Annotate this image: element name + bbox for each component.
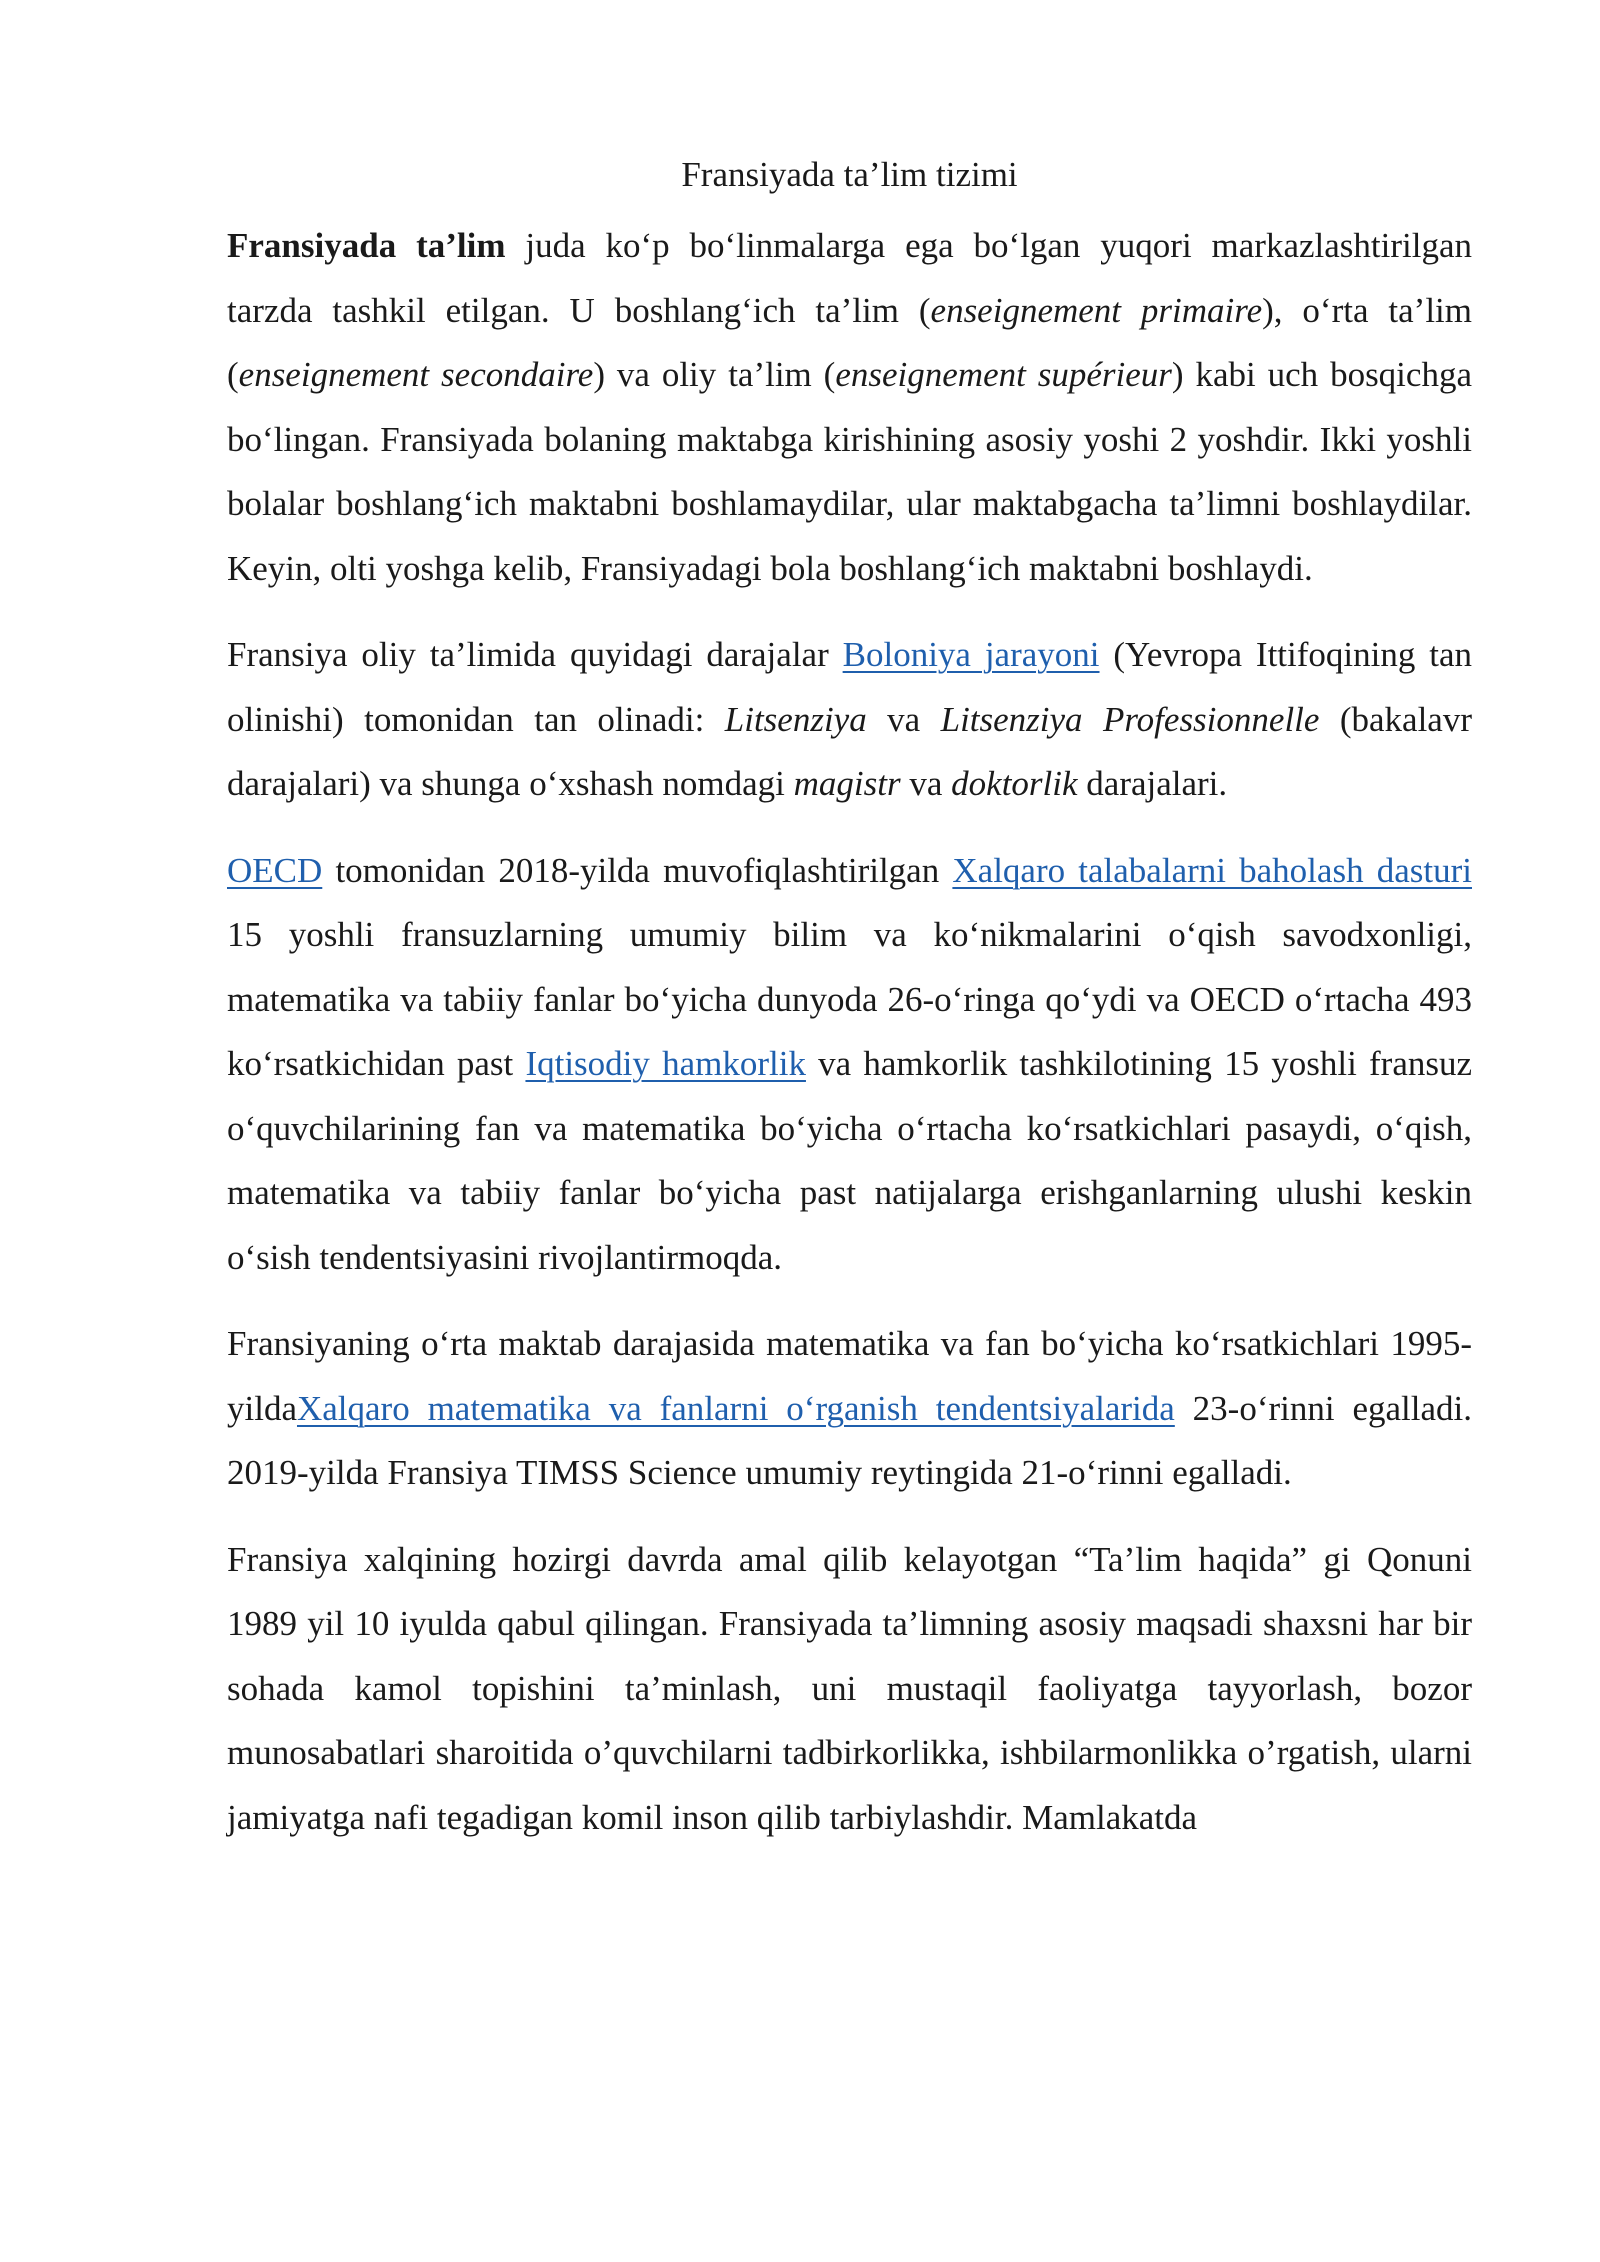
link-bologna-process[interactable]: Boloniya jarayoni: [842, 635, 1100, 674]
text-run: (bakalavr darajalari) va shunga o‘xshash nomdagi: [227, 699, 1472, 803]
text-run: (Yevropa Ittifoqining tan olinishi) tomonidan tan olinadi:: [227, 635, 1472, 739]
text-run: Fransiya xalqining hozirgi davrda amal qilib kelayotgan “Ta’lim haqida” gi Qonuni 1989 yil 10 iyulda qabul qilingan. Fransiyada ta’limning asosiy maqsadi shaxsni har bir sohada kamol topishini ta’minlash, uni mustaqil faoliyatga tayyorlash, bozor munosabatlari sharoitida o’quvchilarni tadbirkorlikka, ishbilarmonlikka o’rgatish, ularni jamiyatga nafi tegadigan komil inson qilib tarbiylashdir. Mamlakatda: [227, 1539, 1472, 1837]
document-title: Fransiyada ta’lim tizimi: [681, 155, 1018, 194]
paragraph-pisa-results: [227, 839, 1472, 1291]
italic-term: enseignement secondaire: [238, 355, 594, 394]
text-run: ) va oliy ta’lim (: [593, 355, 836, 394]
text-run: ), o‘rta ta’lim (: [227, 290, 1472, 394]
text-run: 23-o‘rinni egalladi. 2019-yilda Fransiya TIMSS Science umumiy reytingida 21-o‘rinni egalladi.: [227, 1388, 1472, 1492]
document-page: [227, 150, 1472, 1872]
text-run: va: [866, 699, 941, 739]
text-run: va: [900, 764, 952, 803]
italic-term: Litsenziya: [724, 699, 867, 739]
italic-term: magistr: [793, 764, 901, 803]
text-run: Fransiya oliy ta’limida quyidagi darajalar: [227, 635, 843, 674]
text-run: 15 yoshli fransuzlarning umumiy bilim va ko‘nikmalarini o‘qish savodxonligi, matematika va tabiiy fanlar bo‘yicha dunyoda 26-o‘ringa qo‘ydi va OECD o‘rtacha 493 ko‘rsatkichidan past: [227, 915, 1472, 1083]
paragraph-education-law: [227, 1528, 1472, 1851]
italic-term: doktorlik: [951, 764, 1078, 803]
bold-term: Fransiyada ta’lim: [227, 226, 506, 265]
link-timss[interactable]: Xalqaro matematika va fanlarni o‘rganish tendentsiyalarida: [296, 1388, 1175, 1428]
paragraph-timss-results: [227, 1312, 1472, 1506]
text-run: Fransiyaning o‘rta maktab darajasida matematika va fan bo‘yicha ko‘rsatkichlari 1995-yilda: [227, 1324, 1472, 1428]
italic-term: enseignement primaire: [930, 290, 1263, 330]
text-run: juda ko‘p bo‘linmalarga ega bo‘lgan yuqori markazlashtirilgan tarzda tashkil etilgan. U boshlang‘ich ta’lim (: [227, 226, 1473, 330]
paragraph-education-overview: [227, 214, 1472, 601]
text-run: darajalari.: [1077, 764, 1228, 803]
paragraph-higher-education: [227, 623, 1472, 817]
link-oecd[interactable]: OECD: [227, 850, 323, 890]
text-run: ) kabi uch bosqichga bo‘lingan. Fransiyada bolaning maktabga kirishining asosiy yoshi 2 yoshdir. Ikki yoshli bolalar boshlang‘ich maktabni boshlamaydilar, ular maktabgacha ta’limni boshlaydilar. Keyin, olti yoshga kelib, Fransiyadagi bola boshlang‘ich maktabni boshlaydi.: [227, 355, 1472, 588]
text-run: va hamkorlik tashkilotining 15 yoshli fransuz o‘quvchilarining fan va matematika bo‘yicha o‘rtacha ko‘rsatkichlari pasaydi, o‘qish, matematika va tabiiy fanlar bo‘yicha past natijalarga erishganlarning ulushi keskin o‘sish tendentsiyasini rivojlantirmoqda.: [227, 1044, 1473, 1277]
link-economic-cooperation[interactable]: Iqtisodiy hamkorlik: [525, 1044, 806, 1083]
italic-term: enseignement supérieur: [835, 355, 1172, 394]
text-run: tomonidan 2018-yilda muvofiqlashtirilgan: [322, 850, 953, 890]
italic-term: Litsenziya Professionnelle: [940, 699, 1320, 739]
link-pisa[interactable]: Xalqaro talabalarni baholash dasturi: [952, 850, 1472, 890]
